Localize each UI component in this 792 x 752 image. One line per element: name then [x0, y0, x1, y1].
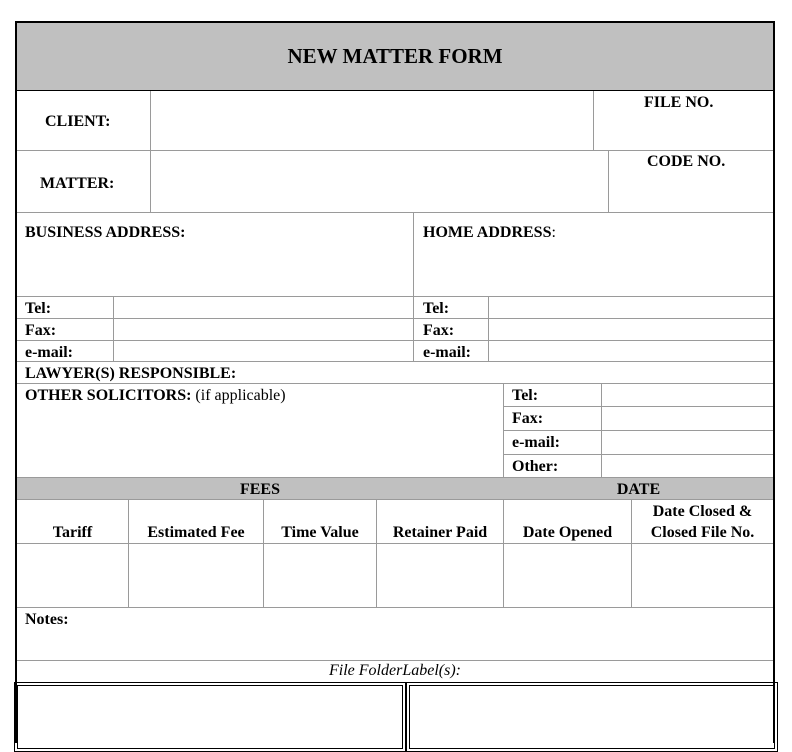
matter-field[interactable]: [151, 151, 608, 212]
other-fax-label: Fax:: [512, 410, 544, 427]
file-folder-label: File FolderLabel(s):: [329, 662, 461, 679]
other-other-label: Other:: [512, 458, 559, 475]
lawyers-responsible-label: LAWYER(S) RESPONSIBLE:: [25, 365, 237, 382]
lawyers-responsible-field[interactable]: [270, 362, 773, 383]
business-fax-label: Fax:: [25, 322, 57, 339]
business-email-label: e-mail:: [25, 344, 73, 361]
code-no-field[interactable]: [609, 173, 773, 212]
date-closed-cell[interactable]: [632, 544, 773, 607]
estimated-fee-cell[interactable]: [129, 544, 263, 607]
file-no-label: FILE NO.: [644, 94, 714, 111]
home-fax-field[interactable]: [489, 319, 773, 340]
business-tel-label: Tel:: [25, 300, 52, 317]
client-field[interactable]: [151, 91, 593, 150]
tariff-cell[interactable]: [17, 544, 128, 607]
client-label: CLIENT:: [45, 113, 111, 130]
home-tel-label: Tel:: [423, 300, 450, 317]
home-email-field[interactable]: [489, 341, 773, 361]
home-address-label: HOME ADDRESS:: [423, 224, 556, 241]
fees-header: FEES: [239, 481, 280, 498]
matter-label: MATTER:: [40, 175, 115, 192]
retainer-paid-cell[interactable]: [377, 544, 503, 607]
business-address-field[interactable]: [17, 245, 413, 295]
home-fax-label: Fax:: [423, 322, 455, 339]
business-address-label: BUSINESS ADDRESS:: [25, 224, 186, 241]
page-title: NEW MATTER FORM: [287, 44, 503, 68]
col-time-value: Time Value: [281, 524, 359, 541]
home-tel-field[interactable]: [489, 297, 773, 318]
col-retainer-paid: Retainer Paid: [392, 524, 488, 541]
other-tel-label: Tel:: [512, 387, 539, 404]
other-tel-field[interactable]: [602, 384, 773, 406]
business-email-field[interactable]: [114, 341, 413, 361]
code-no-label: CODE NO.: [647, 153, 726, 170]
date-header: DATE: [616, 481, 661, 498]
date-opened-cell[interactable]: [504, 544, 631, 607]
other-email-label: e-mail:: [512, 434, 560, 451]
other-solicitors-label: OTHER SOLICITORS: (if applicable): [25, 387, 286, 404]
other-email-field[interactable]: [602, 431, 773, 454]
notes-label: Notes:: [25, 611, 69, 628]
time-value-cell[interactable]: [264, 544, 376, 607]
business-fax-field[interactable]: [114, 319, 413, 340]
notes-field[interactable]: [17, 630, 773, 659]
other-solicitors-field[interactable]: [17, 408, 503, 476]
home-email-label: e-mail:: [423, 344, 471, 361]
other-other-field[interactable]: [602, 455, 773, 477]
col-date-opened: Date Opened: [522, 524, 613, 541]
business-tel-field[interactable]: [114, 297, 413, 318]
file-no-field[interactable]: [594, 114, 773, 150]
other-fax-field[interactable]: [602, 407, 773, 430]
col-estimated-fee: Estimated Fee: [147, 524, 245, 541]
col-date-closed-line2: Closed File No.: [650, 524, 755, 541]
home-address-field[interactable]: [414, 245, 773, 295]
col-date-closed-line1: Date Closed &: [652, 503, 753, 520]
col-tariff: Tariff: [52, 524, 93, 541]
